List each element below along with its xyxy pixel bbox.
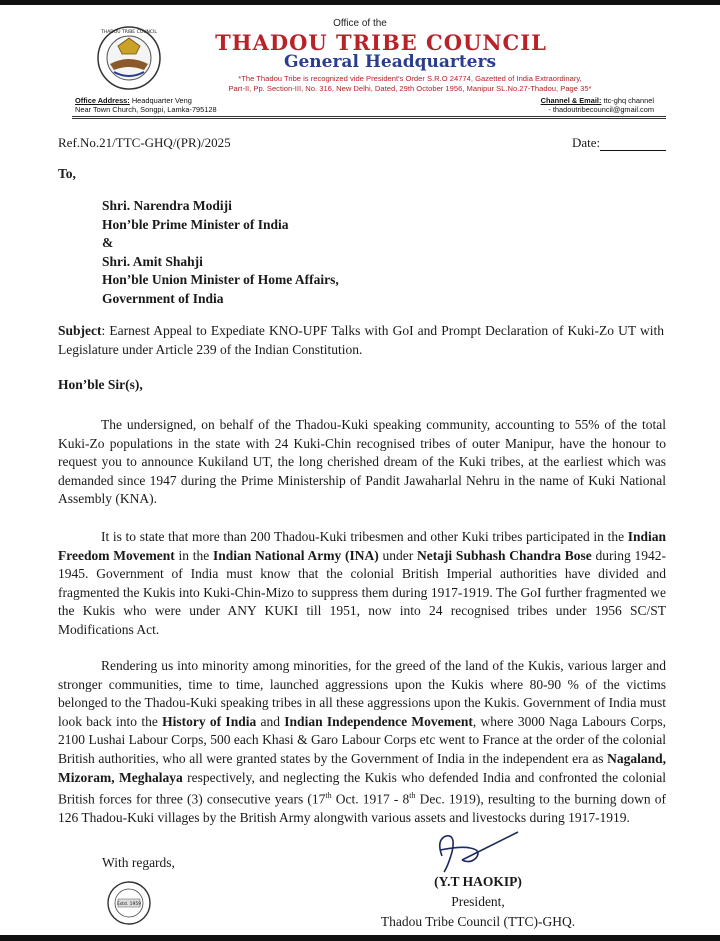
letterhead-divider-2	[72, 118, 666, 119]
council-seal	[106, 880, 152, 926]
addressee-block	[102, 197, 339, 309]
body-paragraph-1: The undersigned, on behalf of the Thadou-Kuki speaking community, accounting to 55% of the total Kuki-Zo populations in the state with 24 Kuki-Chin recognised tribes of outer Manipur, have the honour to request you to announce Kukiland UT, the long cherished dream of the Kuki tribes, at the earliest which was demanded since 1947 during the Prime Ministership of Pandit Jawaharlal Nehru in the name of Kuki National Assembly (KNA).	[58, 417, 666, 507]
reference-number: Ref.No.21/TTC-GHQ/(PR)/2025	[58, 135, 231, 150]
channel-email: Channel & Email: ttc-ghq channel - thadoutribecouncil@gmail.com	[540, 96, 654, 114]
addressee-line: Shri. Amit Shahji	[102, 253, 203, 269]
office-address: Office Address: Headquarter Veng Near Town Church, Songpi, Lamka-795128	[75, 96, 217, 114]
addressee-line: &	[102, 235, 114, 251]
svg-text:Estd. 1959: Estd. 1959	[116, 902, 142, 907]
svg-text:THADOU TRIBE COUNCIL: THADOU TRIBE COUNCIL	[101, 30, 157, 35]
signer-organization: Thadou Tribe Council (TTC)-GHQ.	[380, 914, 576, 929]
office-of-label: Office of the	[333, 18, 387, 29]
headquarters-title: General Headquarters	[283, 52, 497, 72]
recognition-notice: *The Thadou Tribe is recognized vide President's Order S.R.O 24774, Gazetted of India Extraordinary, Part-II, Pp. Section-III, No. 316, New Delhi, Dated, 29th October 1956, Manipur SL.No.27-Thadou, Page 35*	[228, 74, 592, 93]
to-label: To,	[58, 166, 76, 181]
date-field: Date:	[572, 135, 666, 151]
salutation: Hon’ble Sir(s),	[58, 377, 143, 392]
body-paragraph-3: Rendering us into minority among minorities, for the greed of the land of the Kukis, various larger and stronger communities, time to time, launched aggressions upon the Kukis where 80-90 % of the victims belonged to the Thadou-Kuki speaking tribes in all these aggressions upon the Kukis. Government of India must look back into the History of India and Indian Independence Movement, where 3000 Naga Labours Corps, 2100 Lushai Labour Corps, 500 each Khasi & Garo Labour Corps etc went to France at the order of the colonial British authorities, who all were granted states by the Government of India in the independent era as Nagaland, Mizoram, Meghalaya respectively, and neglecting the Kukis who defended India and confronted the colonial British forces for three (3) consecutive years (17th Oct. 1917 - 8th Dec. 1919), resulting to the burning down of 126 Thadou-Kuki villages by the British Army alongwith various assets and livestocks during 1917-1919.	[58, 658, 667, 826]
top-border	[0, 0, 720, 5]
signature	[432, 826, 522, 874]
signer-name: (Y.T HAOKIP)	[434, 874, 522, 889]
addressee-line: Shri. Narendra Modiji	[102, 198, 232, 213]
body-paragraph-2: It is to state that more than 200 Thadou-Kuki tribesmen and other Kuki tribes participated in the Indian Freedom Movement in the Indian National Army (INA) under Netaji Subhash Chandra Bose during 1942-1945. Government of India must know that the colonial British Imperial authorities have divided and fragmented the Kukis into Kuki-Chin-Mizo to suppress them during 1917-1919. The GoI further fragmented we the Kukis who were under ANY KUKI till 1951, now into 24 recognised tribes under 1956 SC/ST Modifications Act.	[58, 529, 666, 637]
signatory-block	[360, 872, 596, 932]
council-name: THADOU TRIBE COUNCIL	[215, 30, 547, 55]
letterhead-divider	[72, 116, 666, 117]
subject-line: Subject: Earnest Appeal to Expediate KNO-UPF Talks with GoI and Prompt Declaration of Kuki-Zo UT with Legislature under Article 239 of the Indian Constitution.	[58, 323, 664, 357]
signer-title: President,	[451, 894, 505, 909]
addressee-line: Hon’ble Prime Minister of India	[102, 216, 289, 232]
addressee-line: Hon’ble Union Minister of Home Affairs,	[102, 272, 339, 288]
closing-regards: With regards,	[102, 855, 175, 870]
addressee-line: Government of India	[102, 290, 224, 306]
bottom-border	[0, 935, 720, 941]
